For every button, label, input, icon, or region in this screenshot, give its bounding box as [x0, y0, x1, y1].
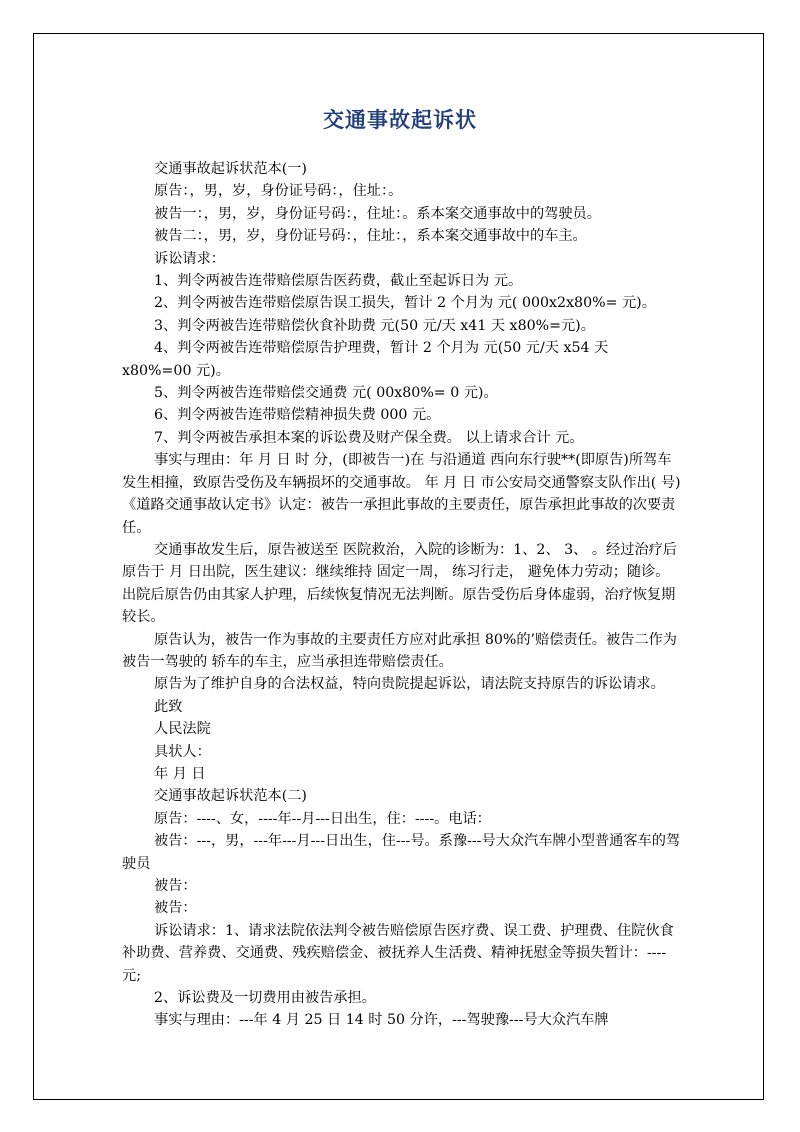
paragraph: 交通事故发生后，原告被送至 医院救治，入院的诊断为：1、2、 3、 。经过治疗后原告于 月 日出院，医生建议：继续维持 固定一周， 练习行走， 避免体力劳动；随诊。出院后原告仍由其家人护理，后续恢复情况无法判断。原告受伤后身体虚弱，治疗恢复期较长。 [122, 541, 677, 626]
paragraph: 5、判令两被告连带赔偿交通费 元( 00x80%= 0 元)。 [154, 385, 498, 402]
paragraph: 具状人： [154, 743, 211, 760]
paragraph: 年 月 日 [154, 765, 206, 782]
document-body [122, 158, 682, 1032]
paragraph: 2、判令两被告连带赔偿原告误工损失，暂计 2 个月为 元( 000x2x80%= 元)。 [154, 295, 656, 312]
paragraph: 诉讼请求： [154, 250, 225, 267]
paragraph: 交通事故起诉状范本(二) [154, 788, 307, 805]
paragraph: 被告： [154, 878, 197, 894]
paragraph: 原告认为，被告一作为事故的主要责任方应对此承担 80%的’赔偿责任。被告二作为被告一驾驶的 轿车的车主，应当承担连带赔偿责任。 [122, 631, 677, 670]
paragraph: 原告：----、女，----年--月---日出生，住：----。电话： [154, 810, 491, 827]
paragraph: 6、判令两被告连带赔偿精神损失费 000 元。 [154, 407, 441, 424]
paragraph: 被告：---，男，---年---月---日出生，住---号。系豫---号大众汽车牌小型普通客车的驾驶员 [122, 833, 681, 872]
paragraph: 1、判令两被告连带赔偿原告医药费，截止至起诉日为 元。 [154, 273, 523, 290]
paragraph: 3、判令两被告连带赔偿伙食补助费 元(50 元/天 x41 天 x80%=元)。 [154, 317, 595, 334]
paragraph: 4、判令两被告连带赔偿原告护理费，暂计 2 个月为 元(50 元/天 x54 天 x80%=00 元)。 [122, 340, 609, 379]
paragraph: 事实与理由：年 月 日 时 分，(即被告一)在 与沿通道 西向东行驶**(即原告)所驾车发生相撞，致原告受伤及车辆损坏的交通事故。 年 月 日 市公安局交通警察支队作出( 号)《道路交通事故认定书》认定：被告一承担此事故的主要责任，原告承担此事故的次要责任。 [122, 452, 681, 536]
paragraph: 原告为了维护自身的合法权益，特向贵院提起诉讼，请法院支持原告的诉讼请求。 [154, 676, 665, 693]
paragraph: 被告： [154, 900, 197, 917]
paragraph: 7、判令两被告承担本案的诉讼费及财产保全费。 以上请求合计 元。 [154, 429, 584, 446]
paragraph: 诉讼请求：1、请求法院依法判令被告赔偿原告医疗费、误工费、护理费、住院伙食补助费、营养费、交通费、残疾赔偿金、被抚养人生活费、精神抚慰金等损失暂计：----元; [122, 922, 674, 984]
paragraph: 2、诉讼费及一切费用由被告承担。 [154, 990, 376, 1007]
paragraph: 此致 [154, 698, 183, 715]
paragraph: 原告：，男，岁，身份证号码：，住址：。 [154, 183, 403, 200]
paragraph: 被告二：，男，岁，身份证号码：，住址：，系本案交通事故中的车主。 [154, 228, 587, 245]
paragraph: 人民法院 [154, 721, 211, 738]
paragraph: 被告一：，男，岁，身份证号码：，住址：。系本案交通事故中的驾驶员。 [154, 205, 601, 222]
document-title: 交通事故起诉状 [323, 107, 477, 132]
paragraph: 事实与理由：---年 4 月 25 日 14 时 50 分许，---驾驶豫---号大众汽车牌 [154, 1012, 609, 1029]
paragraph: 交通事故起诉状范本(一) [154, 161, 307, 177]
